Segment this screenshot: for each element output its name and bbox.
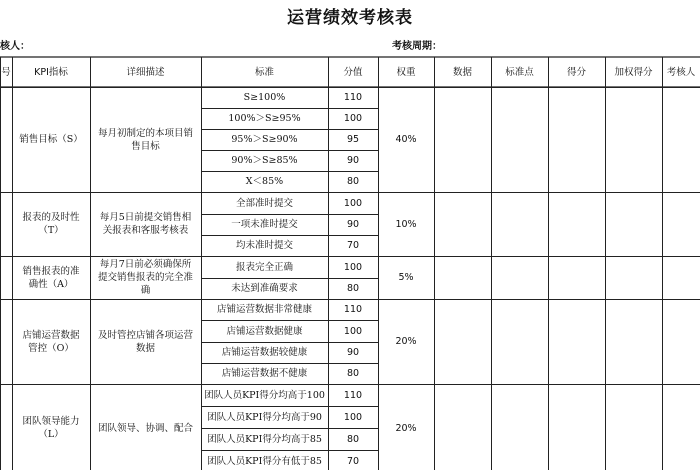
- score-cell: 80: [346, 433, 360, 445]
- header-cell: 分值: [343, 66, 363, 78]
- score-cell: 95: [346, 134, 360, 145]
- header-cell: 号: [1, 66, 11, 78]
- standard-cell: 团队人员KPI得分均高于90: [207, 411, 322, 423]
- kpi-weight: 20%: [395, 336, 417, 347]
- standard-cell: 95%＞S≥90%: [231, 134, 298, 145]
- kpi-description: 每月初制定的本项目销售目标: [97, 127, 193, 152]
- header-cell: 考核人: [666, 66, 696, 78]
- kpi-weight: 10%: [395, 218, 417, 230]
- kpi-description: 及时管控店铺各项运营数据: [97, 329, 193, 354]
- standard-cell: 均未准时提交: [235, 240, 293, 251]
- header-cell: 得分: [566, 66, 586, 78]
- score-cell: 100: [343, 197, 363, 209]
- standard-cell: 未达到准确要求: [231, 283, 298, 294]
- score-cell: 100: [343, 325, 363, 337]
- standard-cell: X＜85%: [245, 176, 284, 187]
- standard-cell: 团队人员KPI得分均高于85: [207, 433, 322, 445]
- score-cell: 80: [346, 283, 360, 294]
- score-cell: 90: [346, 155, 360, 166]
- header-cell: 加权得分: [614, 66, 653, 78]
- standard-cell: S≥100%: [243, 92, 286, 103]
- standard-cell: 全部准时提交: [235, 197, 293, 209]
- kpi-description: 每月7日前必须确保所提交销售报表的完全准确: [97, 259, 193, 296]
- score-cell: 110: [343, 304, 363, 315]
- sheet-title: 运营绩效考核表: [287, 8, 413, 28]
- kpi-name: 团队领导能力（L）: [22, 416, 80, 440]
- score-cell: 80: [346, 176, 360, 187]
- kpi-name: 销售目标（S）: [19, 134, 83, 145]
- kpi-description: 每月5日前提交销售相关报表和客服考核表: [99, 212, 192, 236]
- standard-cell: 90%＞S≥85%: [231, 155, 298, 166]
- kpi-description: 团队领导、协调、配合: [97, 422, 193, 434]
- standard-cell: 店铺运营数据不健康: [221, 368, 308, 379]
- header-cell: 数据: [452, 66, 472, 78]
- header-cell: 详细描述: [126, 66, 165, 78]
- standard-cell: 团队人员KPI得分均高于100: [204, 389, 325, 401]
- kpi-name: 报表的及时性（T）: [22, 212, 80, 236]
- kpi-name: 店铺运营数据管控（O）: [22, 329, 80, 354]
- standard-cell: 店铺运营数据健康: [226, 325, 303, 337]
- score-cell: 100: [343, 113, 363, 124]
- score-cell: 110: [343, 92, 363, 103]
- score-cell: 90: [346, 219, 360, 230]
- standard-cell: 店铺运营数据非常健康: [216, 304, 312, 315]
- header-cell: 权重: [396, 66, 416, 78]
- standard-cell: 一项未准时提交: [231, 219, 298, 230]
- score-cell: 100: [343, 411, 363, 423]
- standard-cell: 团队人员KPI得分有低于85: [207, 455, 322, 467]
- score-cell: 110: [343, 389, 363, 401]
- score-cell: 70: [346, 240, 360, 251]
- standard-cell: 100%＞S≥95%: [228, 113, 301, 124]
- kpi-weight: 20%: [395, 422, 417, 434]
- header-cell: 标准点: [505, 66, 534, 78]
- score-cell: 70: [346, 455, 360, 467]
- standard-cell: 店铺运营数据较健康: [221, 347, 308, 358]
- kpi-name: 销售报表的准确性（A）: [22, 265, 80, 290]
- kpi-weight: 40%: [395, 134, 417, 145]
- score-cell: 100: [343, 261, 363, 273]
- header-cell: KPI指标: [34, 66, 68, 78]
- score-cell: 90: [346, 347, 360, 358]
- period-label: 考核周期：: [392, 41, 442, 52]
- score-cell: 80: [346, 368, 360, 379]
- standard-cell: 报表完全正确: [235, 261, 293, 273]
- header-cell: 标准: [254, 66, 274, 78]
- assessee-label: 核人：: [0, 41, 30, 52]
- kpi-weight: 5%: [398, 272, 414, 283]
